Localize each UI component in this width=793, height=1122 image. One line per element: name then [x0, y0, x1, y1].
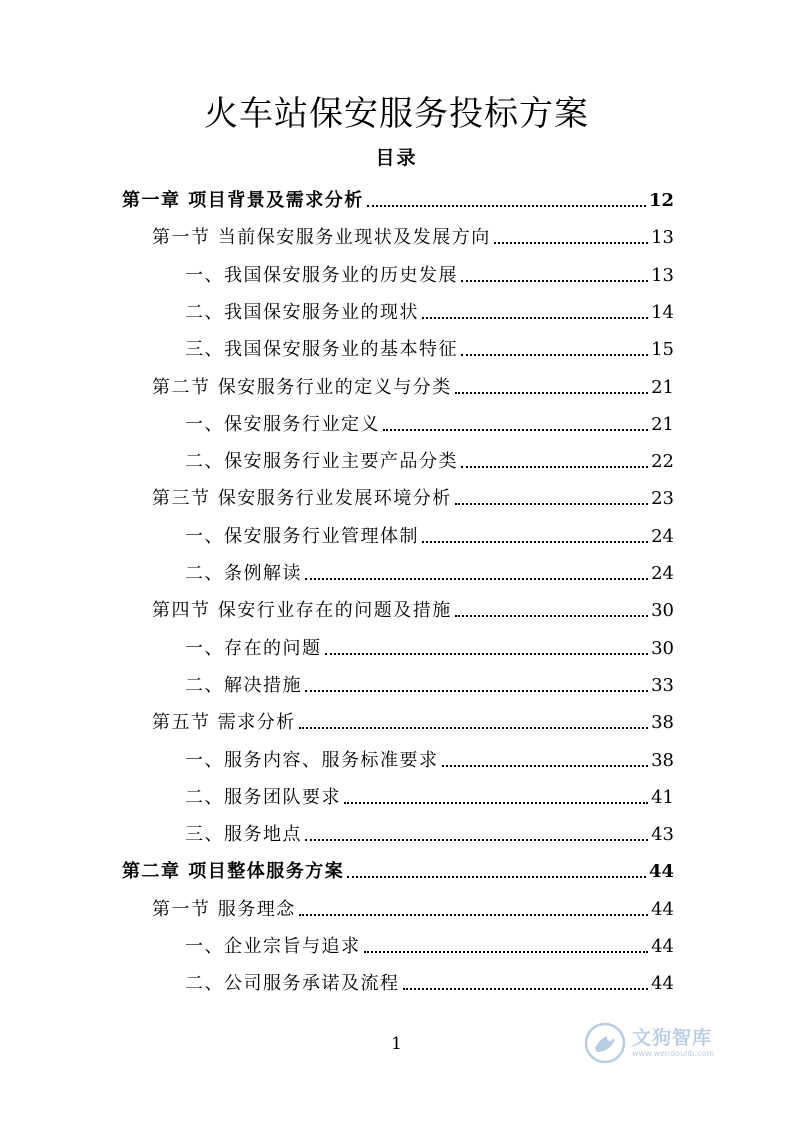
toc-section-entry[interactable]	[152, 363, 674, 400]
toc-subsection-entry[interactable]	[185, 922, 674, 959]
toc-entry-page: 12	[648, 190, 674, 211]
document-title: 火车站保安服务投标方案	[204, 94, 589, 134]
toc-subsection-entry[interactable]	[185, 512, 674, 549]
toc-entry-page: 44	[651, 973, 674, 995]
toc-entry-label: 第二节 保安服务行业的定义与分类	[152, 376, 452, 398]
toc-dot-leader	[455, 615, 648, 617]
toc-entry-label: 第四节 保安行业存在的问题及措施	[152, 600, 452, 622]
toc-dot-leader	[305, 839, 648, 841]
toc-entry-label: 一、保安服务行业定义	[185, 413, 380, 435]
toc-entry-page: 23	[651, 488, 674, 510]
toc-entry-label: 三、服务地点	[185, 824, 302, 846]
toc-dot-leader	[442, 765, 649, 767]
toc-dot-leader	[325, 653, 649, 655]
toc-section-entry[interactable]	[152, 213, 674, 250]
toc-entry-label: 一、企业宗旨与追求	[185, 936, 361, 957]
watermark	[584, 1018, 754, 1068]
toc-entry-label: 一、服务内容、服务标准要求	[185, 749, 439, 771]
toc-entry-page: 15	[651, 339, 674, 361]
toc-entry-label: 第二章 项目整体服务方案	[122, 861, 345, 883]
toc-subsection-entry[interactable]	[185, 810, 674, 847]
toc-subsection-entry[interactable]	[185, 251, 674, 288]
toc-subsection-entry[interactable]	[185, 325, 674, 362]
toc-dot-leader	[305, 690, 648, 692]
toc-entry-page: 33	[651, 674, 674, 696]
watermark-brand: 文狗智库	[632, 1027, 713, 1049]
toc-entry-page: 21	[651, 413, 674, 435]
toc-entry-page: 44	[651, 936, 674, 957]
toc-dot-leader	[422, 317, 648, 319]
toc-entry-page: 22	[651, 451, 674, 473]
toc-entry-label: 二、公司服务承诺及流程	[185, 973, 400, 995]
toc-entry-label: 二、服务团队要求	[185, 786, 341, 808]
toc-entry-label: 第一章 项目背景及需求分析	[122, 190, 364, 211]
toc-dot-leader	[344, 802, 648, 804]
toc-subsection-entry[interactable]	[185, 624, 674, 661]
toc-chapter-entry[interactable]	[122, 176, 674, 213]
toc-dot-leader	[422, 541, 648, 543]
toc-section-entry[interactable]	[152, 474, 674, 511]
toc-entry-label: 第一节 当前保安服务业现状及发展方向	[152, 227, 491, 249]
toc-dot-leader	[494, 242, 648, 244]
toc-dot-leader	[461, 466, 648, 468]
toc-entry-page: 44	[651, 898, 674, 920]
toc-dot-leader	[461, 354, 648, 356]
toc-dot-leader	[367, 205, 646, 207]
toc-subsection-entry[interactable]	[185, 773, 674, 810]
toc-entry-label: 一、我国保安服务业的历史发展	[185, 264, 458, 286]
toc-chapter-entry[interactable]	[122, 847, 674, 884]
toc-section-entry[interactable]	[152, 885, 674, 922]
toc-dot-leader	[455, 392, 648, 394]
toc-dot-leader	[383, 429, 648, 431]
toc-entry-label: 第三节 保安服务行业发展环境分析	[152, 488, 452, 510]
toc-dot-leader	[299, 727, 648, 729]
toc-dot-leader	[403, 988, 649, 990]
toc-entry-label: 二、条例解读	[185, 563, 302, 584]
toc-entry-label: 第五节 需求分析	[152, 712, 296, 734]
toc-entry-page: 13	[651, 227, 674, 249]
toc-entry-page: 24	[651, 525, 674, 547]
page-number: 1	[391, 1034, 402, 1054]
watermark-url: www.wendoulib.com	[632, 1049, 715, 1058]
toc-dot-leader	[347, 876, 646, 878]
toc-entry-page: 30	[651, 600, 674, 622]
toc-section-entry[interactable]	[152, 698, 674, 735]
toc-dot-leader	[461, 280, 648, 282]
toc-subsection-entry[interactable]	[185, 437, 674, 474]
toc-entry-label: 二、解决措施	[185, 674, 302, 696]
toc-subsection-entry[interactable]	[185, 661, 674, 698]
toc-subsection-entry[interactable]	[185, 959, 674, 996]
toc-heading: 目录	[375, 147, 418, 169]
toc-subsection-entry[interactable]	[185, 549, 674, 586]
toc-dot-leader	[455, 503, 648, 505]
toc-entry-label: 第一节 服务理念	[152, 898, 296, 920]
toc-section-entry[interactable]	[152, 586, 674, 623]
toc-subsection-entry[interactable]	[185, 288, 674, 325]
toc-entry-page: 13	[651, 264, 674, 286]
toc-entry-page: 44	[648, 861, 674, 883]
toc-entry-page: 30	[651, 637, 674, 659]
toc-entry-label: 二、我国保安服务业的现状	[185, 301, 419, 323]
toc-subsection-entry[interactable]	[185, 736, 674, 773]
watermark-logo-icon	[584, 1022, 626, 1064]
toc-entry-page: 38	[651, 749, 674, 771]
toc-entry-page: 41	[651, 786, 674, 808]
toc-entry-label: 二、保安服务行业主要产品分类	[185, 451, 458, 473]
toc-entry-page: 21	[651, 376, 674, 398]
toc-dot-leader	[305, 578, 648, 580]
toc-entry-page: 38	[651, 712, 674, 734]
toc-entry-label: 一、存在的问题	[185, 637, 322, 659]
toc-entry-page: 24	[651, 563, 674, 584]
toc-entry-label: 一、保安服务行业管理体制	[185, 525, 419, 547]
toc-dot-leader	[364, 951, 649, 953]
toc-entry-page: 43	[651, 824, 674, 846]
toc-entry-label: 三、我国保安服务业的基本特征	[185, 339, 458, 361]
toc-dot-leader	[299, 914, 648, 916]
toc-entry-page: 14	[651, 301, 674, 323]
toc-subsection-entry[interactable]	[185, 400, 674, 437]
